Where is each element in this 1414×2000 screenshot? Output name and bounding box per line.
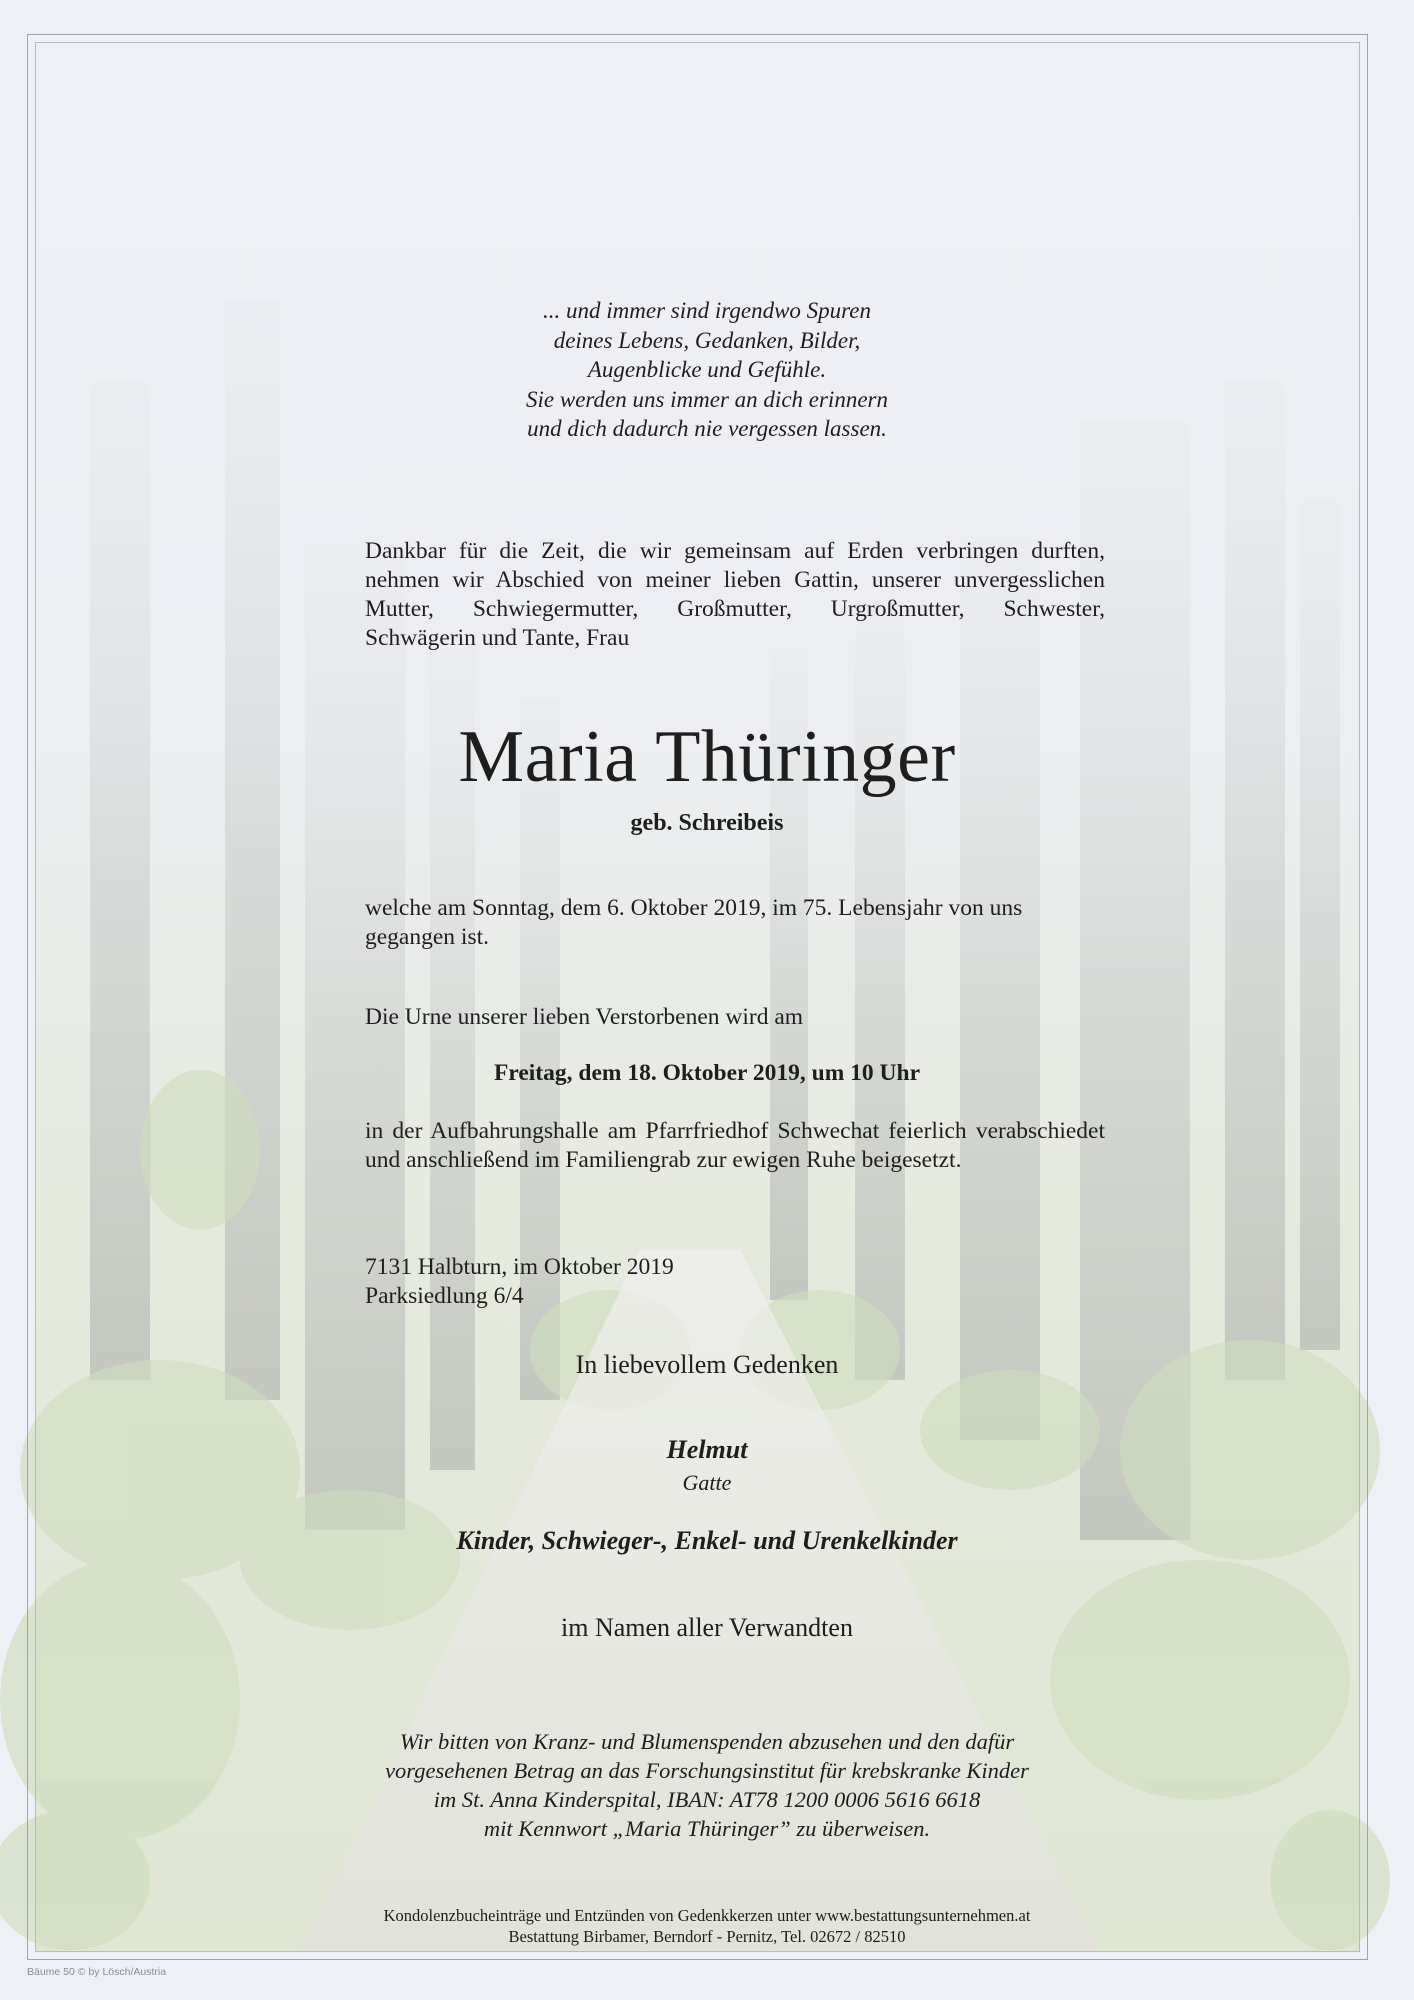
husband-name: Helmut [666, 1435, 748, 1464]
intro-last-line: Schwägerin und Tante, Frau [365, 625, 630, 651]
deceased-name: Maria Thüringer [458, 716, 956, 798]
poem-line: Augenblicke und Gefühle. [587, 357, 827, 382]
ceremony-lead: Die Urne unserer lieben Verstorbenen wird am [365, 1004, 804, 1030]
donation-request [0, 1727, 1414, 1843]
funeral-home-line: Bestattung Birbamer, Berndorf - Pernitz, Tel. 02672 / 82510 [508, 1927, 906, 1946]
poem-line: und dich dadurch nie vergessen lassen. [527, 416, 887, 441]
condolence-line: Kondolenzbucheinträge und Entzünden von Gedenkkerzen unter www.bestattungsunternehmen.at [383, 1906, 1031, 1925]
donation-line: vorgesehenen Betrag an das Forschungsinstitut für krebskranke Kinder [385, 1758, 1029, 1783]
donation-line: im St. Anna Kinderspital, IBAN: AT78 1200 0006 5616 6618 [433, 1787, 981, 1812]
death-notice: welche am Sonntag, dem 6. Oktober 2019, im 75. Lebensjahr von uns gegangen ist. [365, 895, 1023, 950]
ceremony-place: in der Aufbahrungshalle am Pfarrfriedhof Schwechat feierlich verabschiedet und anschließend im Familiengrab zur ewigen Ruhe beigesetzt. [365, 1118, 1105, 1173]
intro-text: Dankbar für die Zeit, die wir gemeinsam auf Erden verbringen durften, nehmen wir Abschied von meiner lieben Gattin, unserer unvergesslichen Mutter, Schwiegermutter, Großmutter, Urgroßmutter, Schwester, [365, 538, 1105, 622]
memory-phrase: In liebevollem Gedenken [575, 1350, 839, 1379]
memorial-poem [0, 296, 1414, 444]
relatives-line: im Namen aller Verwandten [561, 1613, 853, 1642]
husband-role: Gatte [682, 1470, 732, 1495]
maiden-name: geb. Schreibeis [630, 810, 784, 836]
footer-info [0, 1905, 1414, 1947]
donation-line: mit Kennwort „Maria Thüringer” zu überweisen. [483, 1816, 931, 1841]
address-line: Parksiedlung 6/4 [365, 1283, 524, 1309]
address-line: 7131 Halbturn, im Oktober 2019 [365, 1254, 674, 1280]
donation-line: Wir bitten von Kranz- und Blumenspenden abzusehen und den dafür [399, 1729, 1015, 1754]
intro-paragraph [365, 537, 1105, 653]
poem-line: deines Lebens, Gedanken, Bilder, [553, 327, 861, 353]
poem-line: Sie werden uns immer an dich erinnern [526, 386, 888, 412]
poem-line: ... und immer sind irgendwo Spuren [543, 298, 871, 323]
children-line: Kinder, Schwieger-, Enkel- und Urenkelkinder [456, 1526, 958, 1555]
ceremony-date: Freitag, dem 18. Oktober 2019, um 10 Uhr [493, 1060, 921, 1086]
family-address [365, 1253, 1105, 1311]
image-credit: Bäume 50 © by Lösch/Austria [27, 1966, 167, 1978]
